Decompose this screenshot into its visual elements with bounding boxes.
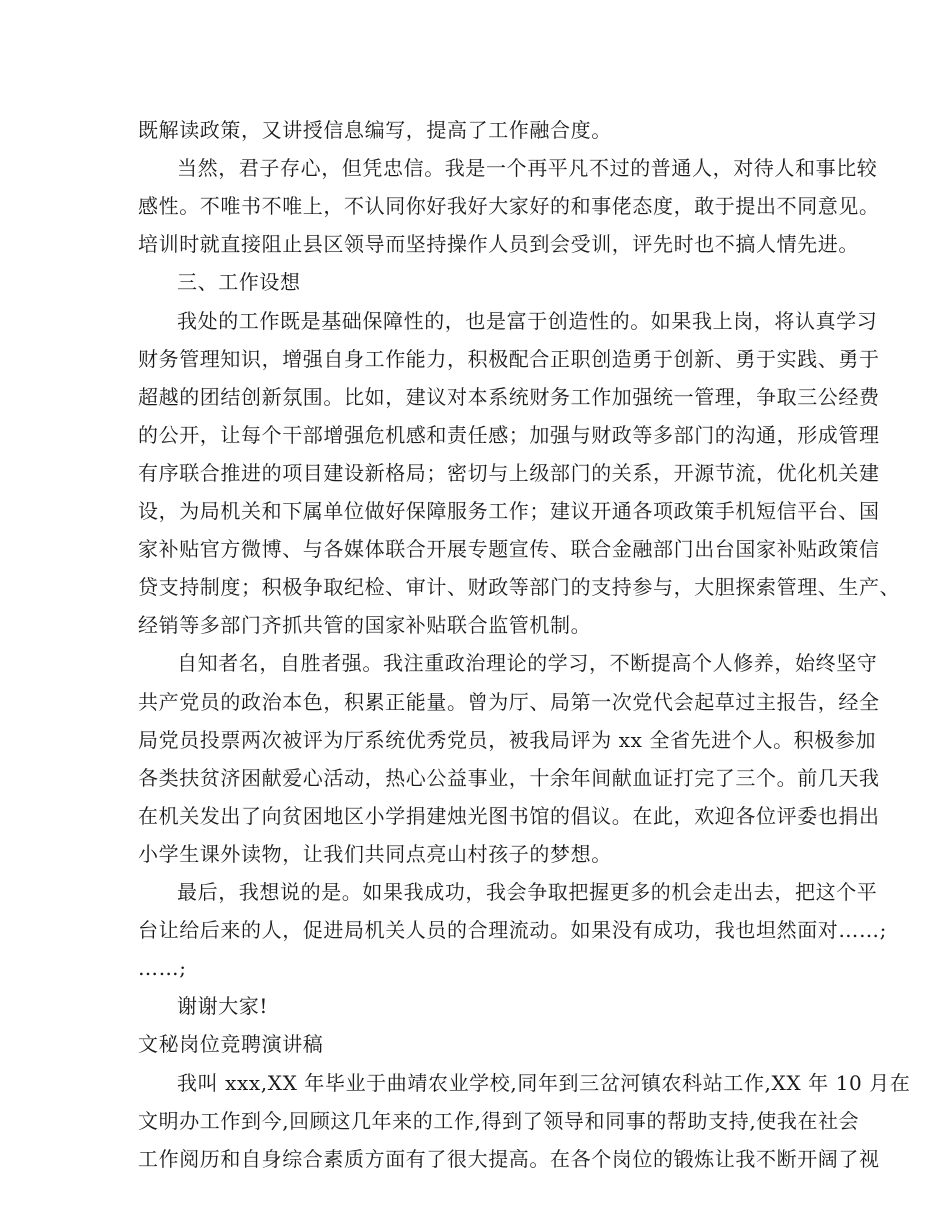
text-line: 自知者名，自胜者强。我注重政治理论的学习，不断提高个人修养，始终坚守 xyxy=(177,651,878,675)
text-line: 财务管理知识，增强自身工作能力，积极配合正职创造勇于创新、勇于实践、勇于 xyxy=(138,347,880,371)
text-line: 既解读政策，又讲授信息编写，提高了工作融合度。 xyxy=(138,118,612,142)
text-line: 最后，我想说的是。如果我成功，我会争取把握更多的机会走出去，把这个平 xyxy=(177,880,878,904)
closing-line: 谢谢大家! xyxy=(177,994,269,1018)
text-line: 有序联合推进的项目建设新格局；密切与上级部门的关系，开源节流，优化机关建 xyxy=(138,461,880,485)
text-line: 各类扶贫济困献爱心活动，热心公益事业，十余年间献血证打完了三个。前几天我 xyxy=(138,766,880,790)
text-line: 设，为局机关和下属单位做好保障服务工作；建议开通各项政策手机短信平台、国 xyxy=(138,499,880,523)
text-line: 共产党员的政治本色，积累正能量。曾为厅、局第一次党代会起草过主报告，经全 xyxy=(138,690,880,714)
text-line: 台让给后来的人，促进局机关人员的合理流动。如果没有成功，我也坦然面对……; xyxy=(138,918,887,942)
text-line: 经销等多部门齐抓共管的国家补贴联合监管机制。 xyxy=(138,613,592,637)
text-line: 文明办工作到今,回顾这几年来的工作,得到了领导和同事的帮助支持,使我在社会 xyxy=(138,1109,860,1133)
text-line: 局党员投票两次被评为厅系统优秀党员，被我局评为 xx 全省先进个人。积极参加 xyxy=(138,728,877,752)
text-line: 我处的工作既是基础保障性的，也是富于创造性的。如果我上岗，将认真学习 xyxy=(177,309,878,333)
text-line: 小学生课外读物，让我们共同点亮山村孩子的梦想。 xyxy=(138,842,612,866)
text-line: 感性。不唯书不唯上，不认同你好我好大家好的和事佬态度，敢于提出不同意见。 xyxy=(138,194,880,218)
text-line: ……; xyxy=(138,956,187,980)
document-title: 文秘岗位竞聘演讲稿 xyxy=(138,1032,324,1056)
section-heading: 三、工作设想 xyxy=(177,270,301,294)
text-line: 我叫 xxx,XX 年毕业于曲靖农业学校,同年到三岔河镇农科站工作,XX 年 10 月在 xyxy=(177,1071,911,1095)
text-line: 贷支持制度；积极争取纪检、审计、财政等部门的支持参与，大胆探索管理、生产、 xyxy=(138,575,901,599)
text-line: 的公开，让每个干部增强危机感和责任感；加强与财政等多部门的沟通，形成管理 xyxy=(138,423,880,447)
text-line: 培训时就直接阻止县区领导而坚持操作人员到会受训，评先时也不搞人情先进。 xyxy=(138,232,859,256)
text-line: 当然，君子存心，但凭忠信。我是一个再平凡不过的普通人，对待人和事比较 xyxy=(177,156,878,180)
text-line: 家补贴官方微博、与各媒体联合开展专题宣传、联合金融部门出台国家补贴政策信 xyxy=(138,537,880,561)
text-line: 工作阅历和自身综合素质方面有了很大提高。在各个岗位的锻炼让我不断开阔了视 xyxy=(138,1147,880,1171)
text-line: 超越的团结创新氛围。比如，建议对本系统财务工作加强统一管理，争取三公经费 xyxy=(138,385,880,409)
text-line: 在机关发出了向贫困地区小学捐建烛光图书馆的倡议。在此，欢迎各位评委也捐出 xyxy=(138,804,880,828)
